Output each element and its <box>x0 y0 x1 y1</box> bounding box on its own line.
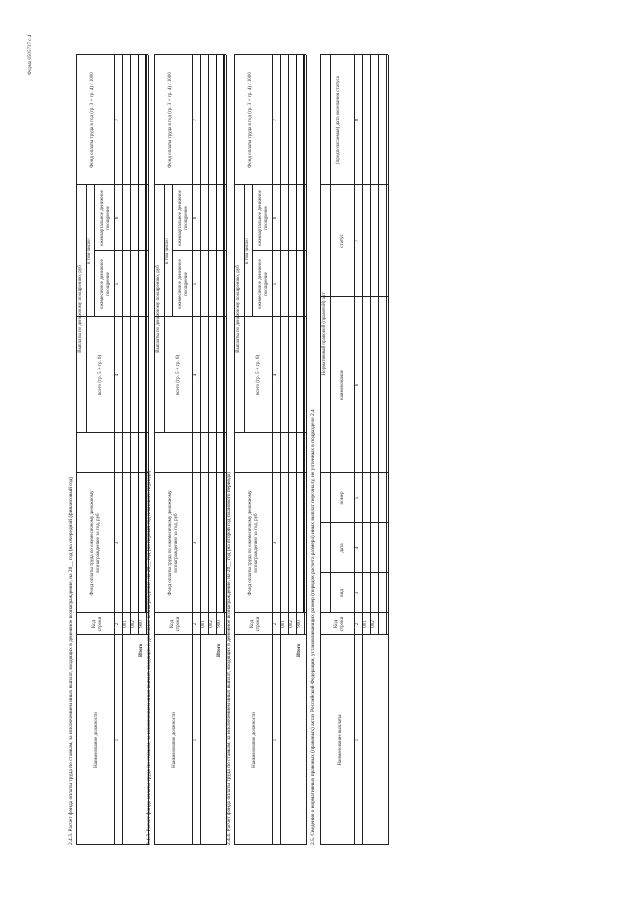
row-code: 001 <box>201 620 206 628</box>
column-number: 3 <box>115 541 120 545</box>
section-caption: 2.4.3. Расчет фонда оплаты труда по ставкам, за исключением иных выплат, входящих в денежное вознаграждение, на 20__ год (на первый год планового периода) <box>146 470 152 845</box>
table-border <box>234 55 235 845</box>
row-rule <box>224 55 225 635</box>
total-label: Итого <box>297 643 302 657</box>
col-header-annual: Фонд оплаты труда в год (гр. 3 + гр. 4) / 1000 <box>90 72 95 168</box>
col-header-position: Наименование должности <box>172 712 177 768</box>
row-code: 002 <box>371 620 376 628</box>
column-number: 1 <box>273 738 278 742</box>
col-header-payments: Выплаты по денежному поощрению, руб <box>236 265 241 353</box>
column-number: 4 <box>273 373 278 377</box>
column-number: 2 <box>355 622 360 626</box>
column-number: 4 <box>355 546 360 550</box>
header-rule <box>94 185 95 317</box>
column-number: 1 <box>355 738 360 742</box>
col-header-total: всего (гр. 5 + гр. 6) <box>98 354 103 396</box>
column-number: 7 <box>115 118 120 122</box>
row-rule <box>208 55 209 635</box>
row-rule <box>200 55 201 845</box>
column-number: 2 <box>273 622 278 626</box>
section-table-1 <box>68 50 154 845</box>
col-header-position: Наименование должности <box>252 712 257 768</box>
column-number: 1 <box>193 738 198 742</box>
col-header-including: в том числе: <box>245 237 250 265</box>
row-rule <box>130 55 131 635</box>
column-number: 5 <box>273 282 278 286</box>
col-header-including: в том числе: <box>87 237 92 265</box>
section-caption: 2.4.4. Расчет фонда оплаты труда по ставкам, за исключением иных выплат, входящих в денежное вознаграждение, на 20__ год (на второй год планового периода) <box>226 471 232 845</box>
col-header-title: наименование <box>340 369 345 401</box>
total-code: 900 <box>297 620 302 628</box>
section-table-3 <box>226 50 312 845</box>
col-header-fund: Фонд оплаты труда по ежемесячному денежному вознаграждению за год, руб <box>90 490 101 596</box>
header-rule <box>330 55 331 613</box>
table-border <box>320 55 321 845</box>
row-rule <box>304 55 305 635</box>
row-code: 002 <box>289 620 294 628</box>
col-header-code: Код строки <box>170 616 181 632</box>
column-number: 2 <box>115 622 120 626</box>
total-label: Итого <box>139 643 144 657</box>
column-number: 6 <box>193 216 198 220</box>
column-number: 8 <box>355 118 360 122</box>
column-number: 1 <box>115 738 120 742</box>
column-rule <box>172 250 192 251</box>
col-header-position: Наименование должности <box>94 712 99 768</box>
total-code: 900 <box>139 620 144 628</box>
total-code: 900 <box>217 620 222 628</box>
col-header-quarterly: ежеквартальное денежное поощрение <box>178 190 189 246</box>
col-header-quarterly: ежеквартальное денежное поощрение <box>258 190 269 246</box>
column-number: 5 <box>115 282 120 286</box>
col-header-total: всего (гр. 5 + гр. 6) <box>256 354 261 396</box>
column-rule <box>252 250 272 251</box>
col-header-monthly: ежемесячное денежное поощрение <box>178 259 189 309</box>
row-rule <box>386 55 387 635</box>
col-header-type: вид <box>340 589 345 597</box>
col-header-monthly: ежемесячное денежное поощрение <box>258 259 269 309</box>
header-rule <box>172 185 173 317</box>
column-rule <box>234 844 306 845</box>
col-header-annual: Фонд оплаты труда в год (гр. 3 + гр. 4) / 1000 <box>248 72 253 168</box>
form-mark: Форма 0505737 с.4 <box>28 34 33 75</box>
row-rule <box>122 55 123 845</box>
header-rule <box>252 185 253 317</box>
row-code: 002 <box>209 620 214 628</box>
column-number: 7 <box>273 118 278 122</box>
col-header-fund: Фонд оплаты труда по ежемесячному денежному вознаграждению за год, руб <box>168 490 179 596</box>
column-number: 2 <box>193 622 198 626</box>
column-number: 7 <box>193 118 198 122</box>
col-header-payments: Выплаты по денежному поощрению, руб <box>78 265 83 353</box>
col-header-end-date: (предполагаемая) дата окончания статуса <box>336 76 341 164</box>
col-header-name: Наименование выплаты <box>338 714 343 766</box>
column-number: 3 <box>193 541 198 545</box>
col-header-status: статус <box>340 234 345 248</box>
column-number: 5 <box>193 282 198 286</box>
total-row-shade <box>138 55 146 613</box>
col-header-total: всего (гр. 5 + гр. 6) <box>176 354 181 396</box>
col-header-code: Код строки <box>92 616 103 632</box>
row-rule <box>280 55 281 845</box>
column-number: 5 <box>355 496 360 500</box>
col-header-payments: Выплаты по денежному поощрению, руб <box>156 265 161 353</box>
column-number: 6 <box>355 383 360 387</box>
col-header-code: Код строки <box>250 616 261 632</box>
total-label: Итого <box>217 643 222 657</box>
col-header-annual: Фонд оплаты труда в год (гр. 3 + гр. 4) / 1000 <box>168 72 173 168</box>
col-header-fund: Фонд оплаты труда по ежемесячному денежному вознаграждению за год, руб <box>248 490 259 596</box>
column-number: 3 <box>355 591 360 595</box>
col-header-act: Нормативный правовой (правовой) акт <box>322 292 327 376</box>
column-number: 3 <box>273 541 278 545</box>
section-caption: 2.4.3. Расчет фонда оплаты труда по ставкам, за исключением иных выплат, входящих в денежное вознаграждение, на 20__ год (на очередной (финансовый год) <box>68 476 74 845</box>
column-number: 6 <box>273 216 278 220</box>
table-border <box>76 55 77 845</box>
row-code: 001 <box>123 620 128 628</box>
section-caption: 2.5. Сведения о нормативных правовых (правовых) актах Российской Федерации, устанавливающих размер (порядок расчета размера) иных выплат персоналу, не учтенных в подразделе 2.4 <box>310 409 316 845</box>
section-table-2 <box>146 50 232 845</box>
column-rule <box>154 844 226 845</box>
col-header-code: Код строки <box>334 616 345 632</box>
table-border <box>154 55 155 845</box>
column-number: 6 <box>115 216 120 220</box>
col-header-quarterly: ежеквартальное денежное поощрение <box>100 190 111 246</box>
row-rule <box>370 55 371 635</box>
col-header-monthly: ежемесячное денежное поощрение <box>100 259 111 309</box>
total-row-shade <box>296 55 304 613</box>
section-table-5 <box>310 55 390 845</box>
column-rule <box>94 250 114 251</box>
column-number: 4 <box>115 373 120 377</box>
column-number: 7 <box>355 239 360 243</box>
col-header-number: номер <box>340 491 345 505</box>
row-rule <box>378 55 379 635</box>
col-header-including: в том числе: <box>165 237 170 265</box>
row-rule <box>362 55 363 845</box>
row-code: 001 <box>281 620 286 628</box>
column-rule <box>76 844 148 845</box>
total-row-shade <box>216 55 224 613</box>
column-number: 4 <box>193 373 198 377</box>
table-border <box>388 55 389 845</box>
col-header-date: дата <box>340 543 345 553</box>
row-code: 002 <box>131 620 136 628</box>
row-rule <box>288 55 289 635</box>
row-code: 001 <box>363 620 368 628</box>
table-border <box>306 55 307 845</box>
